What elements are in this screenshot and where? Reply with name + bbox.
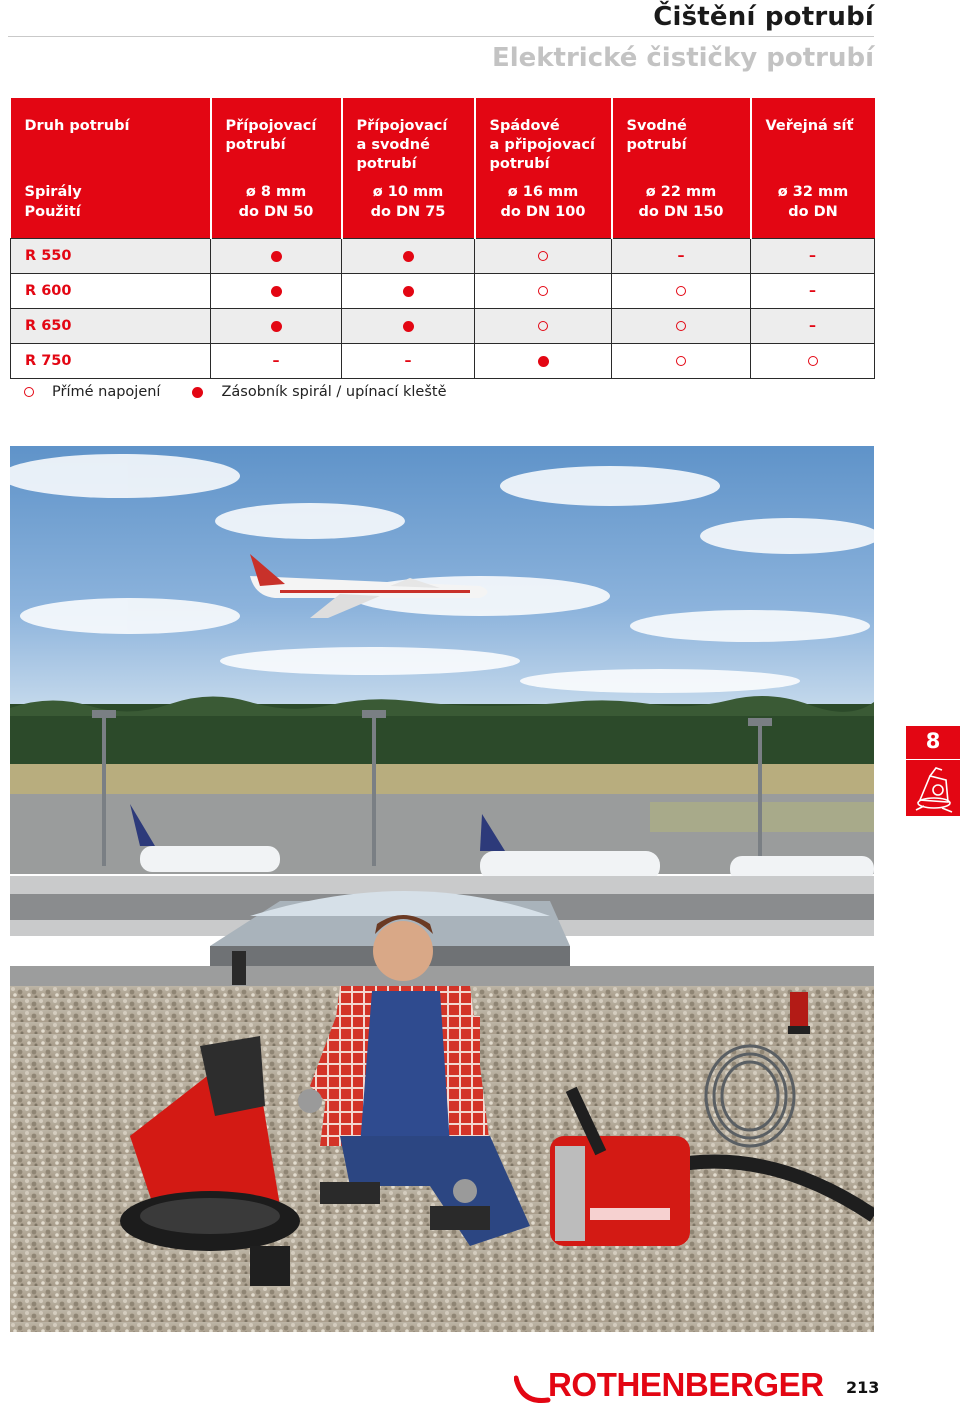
- table-cell: [211, 274, 342, 309]
- column-header: [11, 98, 211, 239]
- airport-roof-photo: [10, 446, 874, 1332]
- tab-divider: [906, 759, 960, 760]
- column-header: [475, 98, 612, 239]
- not-applicable-dash: –: [272, 353, 280, 369]
- table-cell: [342, 239, 475, 274]
- page-number: 213: [846, 1378, 880, 1397]
- column-header-spec: ø 32 mm do DN: [777, 184, 849, 220]
- column-header-spec: Spirály Použití: [24, 184, 82, 220]
- table-cell: [475, 309, 612, 344]
- ring-circle-icon: [676, 356, 686, 366]
- column-header-label: Spádové a připojovací potrubí: [489, 118, 595, 172]
- filled-circle-icon: [403, 321, 414, 332]
- table-cell: [751, 239, 875, 274]
- table-cell: [612, 344, 751, 379]
- table-cell: [612, 239, 751, 274]
- model-name: R 750: [11, 344, 211, 379]
- symbol-legend: [24, 384, 479, 400]
- table-cell: [211, 309, 342, 344]
- model-name: R 650: [11, 309, 211, 344]
- filled-circle-icon: [271, 286, 282, 297]
- table-row: [11, 274, 875, 309]
- table-body: [11, 239, 875, 379]
- table-cell: [751, 344, 875, 379]
- legend-item-full: [192, 384, 446, 400]
- not-applicable-dash: –: [809, 283, 816, 299]
- spiral-application-table: [10, 98, 875, 379]
- ring-circle-icon: [676, 286, 686, 296]
- column-header: [751, 98, 875, 239]
- ring-circle-icon: [538, 251, 548, 261]
- table-cell: [475, 239, 612, 274]
- column-header: [342, 98, 475, 239]
- table-cell: [342, 309, 475, 344]
- table-cell: [751, 274, 875, 309]
- ring-circle-icon: [808, 356, 818, 366]
- table-cell: [211, 239, 342, 274]
- not-applicable-dash: –: [809, 318, 816, 334]
- table-row: [11, 239, 875, 274]
- filled-circle-icon: [403, 251, 414, 262]
- filled-circle-icon: [271, 251, 282, 262]
- rothenberger-logo: [514, 1364, 824, 1410]
- brand-wordmark: ROTHENBERGER: [548, 1366, 824, 1403]
- column-header: [211, 98, 342, 239]
- title-divider: [8, 36, 874, 37]
- filled-circle-icon: [403, 286, 414, 297]
- ring-circle-icon: [538, 321, 548, 331]
- column-header-label: Přípojovací potrubí: [225, 118, 317, 153]
- page-title: Čištění potrubí: [653, 2, 874, 32]
- column-header-spec: ø 8 mm do DN 50: [238, 184, 314, 220]
- table-cell: [342, 344, 475, 379]
- model-name: R 550: [11, 239, 211, 274]
- chapter-number: 8: [925, 729, 941, 753]
- column-header-spec: ø 22 mm do DN 150: [638, 184, 724, 220]
- legend-item-ring: [24, 384, 160, 400]
- column-header-label: Veřejná síť: [765, 118, 854, 134]
- column-header: [612, 98, 751, 239]
- table-cell: [211, 344, 342, 379]
- column-header-label: Svodné potrubí: [626, 118, 687, 153]
- filled-circle-icon: [538, 356, 549, 367]
- legend-label: Zásobník spirál / upínací kleště: [221, 384, 447, 400]
- legend-label: Přímé napojení: [52, 384, 161, 400]
- table-header-row: [11, 98, 875, 239]
- table-cell: [475, 274, 612, 309]
- filled-circle-icon: [192, 387, 203, 398]
- not-applicable-dash: –: [404, 353, 412, 369]
- not-applicable-dash: –: [809, 248, 816, 264]
- not-applicable-dash: –: [677, 248, 685, 264]
- table-row: [11, 344, 875, 379]
- table-cell: [612, 309, 751, 344]
- ring-circle-icon: [24, 387, 34, 397]
- column-header-spec: ø 10 mm do DN 75: [370, 184, 446, 220]
- filled-circle-icon: [271, 321, 282, 332]
- chapter-tab: [906, 726, 960, 816]
- ring-circle-icon: [676, 321, 686, 331]
- column-header-label: Přípojovací a svodné potrubí: [356, 118, 448, 172]
- table-cell: [612, 274, 751, 309]
- model-name: R 600: [11, 274, 211, 309]
- column-header-spec: ø 16 mm do DN 100: [500, 184, 586, 220]
- column-header-label: Druh potrubí: [24, 118, 130, 134]
- ring-circle-icon: [538, 286, 548, 296]
- table-cell: [342, 274, 475, 309]
- table-cell: [475, 344, 612, 379]
- table-cell: [751, 309, 875, 344]
- page-subtitle: Elektrické čističky potrubí: [491, 43, 874, 73]
- table-row: [11, 309, 875, 344]
- pipe-cleaning-machine-icon: [912, 762, 956, 814]
